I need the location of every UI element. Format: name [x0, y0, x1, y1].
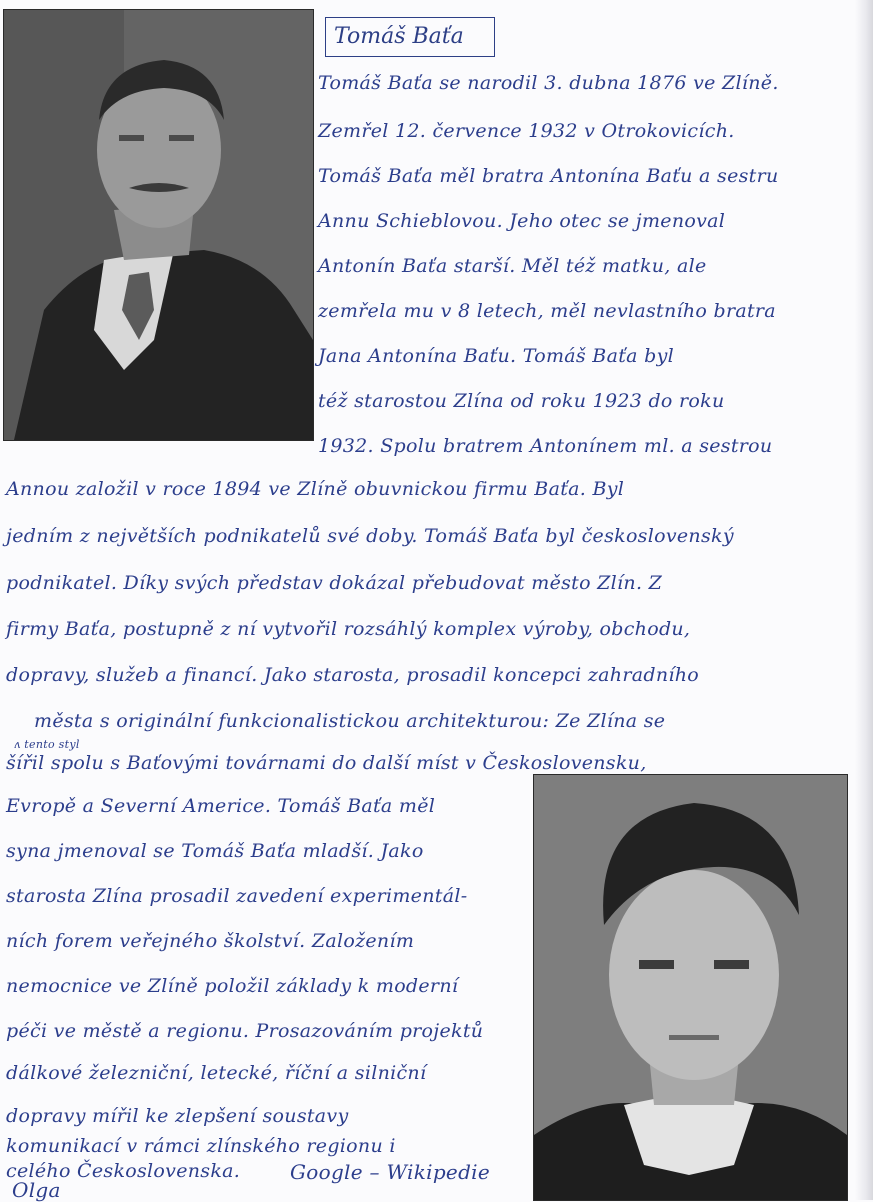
text-line: Evropě a Severní Americe. Tomáš Baťa měl [6, 795, 436, 817]
text-line: firmy Baťa, postupně z ní vytvořil rozsáhlý komplex výroby, obchodu, [6, 618, 691, 640]
text-line: Antonín Baťa starší. Měl též matku, ale [318, 255, 707, 277]
text-line: zemřela mu v 8 letech, měl nevlastního bratra [318, 300, 776, 322]
text-line: 1932. Spolu bratrem Antonínem ml. a sestrou [318, 435, 773, 457]
text-line: Annou založil v roce 1894 ve Zlíně obuvnickou firmu Baťa. Byl [6, 478, 625, 500]
portrait-photo-tomas-bata [4, 10, 313, 440]
caret-insert-note: ʌ tento styl [14, 738, 80, 751]
text-line: Tomáš Baťa měl bratra Antonína Baťu a sestru [318, 165, 779, 187]
text-line: Annu Schieblovou. Jeho otec se jmenoval [318, 210, 726, 232]
text-line: ních forem veřejného školství. Založením [6, 930, 415, 952]
source-note: Google – Wikipedie [290, 1160, 490, 1184]
text-line: jedním z největších podnikatelů své doby. Tomáš Baťa byl československý [6, 525, 734, 547]
text-line: dopravy, služeb a financí. Jako starosta, prosadil koncepci zahradního [6, 664, 700, 686]
text-line: Zemřel 12. července 1932 v Otrokovicích. [318, 120, 735, 142]
text-line: též starostou Zlína od roku 1923 do roku [318, 390, 725, 412]
text-line: komunikací v rámci zlínského regionu i [6, 1135, 396, 1157]
text-line: dálkové železniční, letecké, říční a silniční [6, 1062, 427, 1084]
text-line: syna jmenoval se Tomáš Baťa mladší. Jako [6, 840, 424, 862]
text-line: podnikatel. Díky svých představ dokázal přebudovat město Zlín. Z [6, 572, 663, 594]
text-line: nemocnice ve Zlíně položil základy k moderní [6, 975, 459, 997]
portrait-photo-tomas-bata-junior [534, 775, 847, 1200]
text-line: Jana Antonína Baťu. Tomáš Baťa byl [318, 345, 674, 367]
text-line: Tomáš Baťa se narodil 3. dubna 1876 ve Zlíně. [318, 72, 779, 94]
page-title: Tomáš Baťa [325, 17, 495, 57]
text-line: starosta Zlína prosadil zavedení experimentál- [6, 885, 468, 907]
text-line: péči ve městě a regionu. Prosazováním projektů [6, 1020, 484, 1042]
text-line: šířil spolu s Baťovými továrnami do další míst v Československu, [6, 752, 647, 774]
scanner-page-edge [855, 0, 873, 1200]
text-line: celého Československa. [6, 1160, 241, 1182]
text-line: města s originální funkcionalistickou architekturou: Ze Zlína se [34, 710, 666, 732]
signature: Olga [12, 1178, 61, 1202]
text-line: dopravy mířil ke zlepšení soustavy [6, 1105, 349, 1127]
